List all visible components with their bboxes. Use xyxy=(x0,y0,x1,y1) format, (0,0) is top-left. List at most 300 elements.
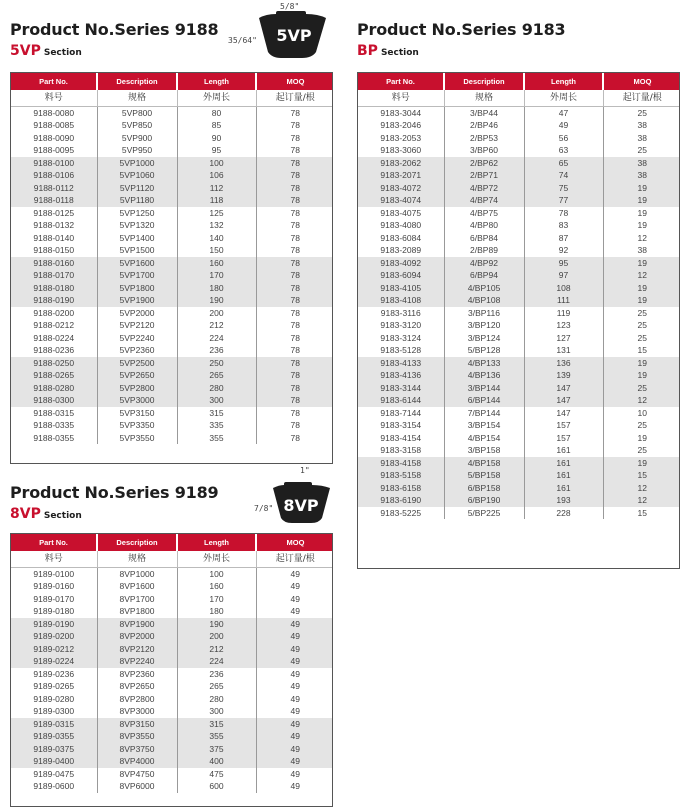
description-cell: 8VP4750 xyxy=(97,768,177,781)
length-cell: 600 xyxy=(177,780,256,793)
part-no-cell: 9188-0095 xyxy=(11,144,97,157)
moq-cell: 25 xyxy=(603,382,680,395)
moq-cell: 12 xyxy=(603,394,680,407)
part-no-cell: 9188-0315 xyxy=(11,407,97,420)
part-no-cell: 9183-3120 xyxy=(358,319,444,332)
moq-cell: 49 xyxy=(290,568,300,579)
description-cell: 8VP3750 xyxy=(97,743,177,756)
length-cell: 160 xyxy=(177,580,256,593)
description-cell: 5VP1000 xyxy=(97,157,177,170)
table-row xyxy=(358,344,680,357)
table-row xyxy=(358,432,680,445)
part-no-cell: 9188-0200 xyxy=(11,307,97,320)
table-row xyxy=(11,394,333,407)
part-no-cell: 9183-7144 xyxy=(358,407,444,420)
description-cell: 3/BP116 xyxy=(444,307,524,320)
description-cell: 5/BP158 xyxy=(444,469,524,482)
description-cell: 8VP2800 xyxy=(97,693,177,706)
description-cell: 5/BP225 xyxy=(444,507,524,520)
length-cell: 95 xyxy=(177,144,256,157)
description-cell: 5VP3000 xyxy=(97,394,177,407)
part-no-cell: 9188-0150 xyxy=(11,244,97,257)
series-9189-title: Product No.Series 9189 xyxy=(10,483,219,502)
part-no-cell: 9188-0190 xyxy=(11,294,97,307)
length-cell: 170 xyxy=(177,593,256,606)
table-row xyxy=(11,119,333,132)
series-9183-title: Product No.Series 9183 xyxy=(357,20,566,39)
description-cell: 5VP1400 xyxy=(97,232,177,245)
moq-cell: 78 xyxy=(256,369,333,382)
part-no-cell: 9188-0160 xyxy=(11,257,97,270)
part-no-cell: 9189-0300 xyxy=(11,705,97,718)
part-no-cell: 9183-4074 xyxy=(358,194,444,207)
moq-cell: 49 xyxy=(290,781,300,791)
table-row xyxy=(358,282,680,295)
part-no-cell: 9188-0080 xyxy=(11,106,97,119)
moq-cell: 25 xyxy=(637,107,647,118)
description-cell: 5VP2500 xyxy=(97,357,177,370)
part-no-cell: 9183-2071 xyxy=(358,169,444,182)
table-row xyxy=(358,244,680,257)
col-description-cn: 规格 xyxy=(97,551,177,567)
description-cell: 5VP850 xyxy=(97,119,177,132)
col-part-no: Part No. xyxy=(11,534,97,551)
length-cell: 228 xyxy=(524,507,603,520)
table-row xyxy=(11,680,333,693)
part-no-cell: 9183-4105 xyxy=(358,282,444,295)
moq-cell: 78 xyxy=(256,182,333,195)
col-part-no: Part No. xyxy=(358,73,444,90)
part-no-cell: 9188-0132 xyxy=(11,219,97,232)
table-row xyxy=(358,269,680,282)
moq-cell: 49 xyxy=(290,768,300,779)
table-row xyxy=(358,232,680,245)
moq-cell: 12 xyxy=(603,269,680,282)
length-cell: 77 xyxy=(524,194,603,207)
description-cell: 8VP1900 xyxy=(97,618,177,631)
length-cell: 139 xyxy=(524,369,603,382)
length-cell: 95 xyxy=(524,257,603,270)
length-cell: 224 xyxy=(177,655,256,668)
description-cell: 5VP800 xyxy=(97,106,177,119)
col-part-no-cn: 料号 xyxy=(11,551,97,567)
moq-cell: 78 xyxy=(290,245,300,255)
part-no-cell: 9183-3124 xyxy=(358,332,444,345)
description-cell: 8VP3550 xyxy=(97,730,177,743)
length-cell: 49 xyxy=(524,119,603,132)
series-9188-body xyxy=(11,106,333,444)
description-cell: 8VP2360 xyxy=(97,668,177,681)
col-length-cn: 外周长 xyxy=(524,90,603,106)
series-9189-header xyxy=(10,483,218,523)
part-no-cell: 9183-4080 xyxy=(358,219,444,232)
table-row xyxy=(358,394,680,407)
length-cell: 85 xyxy=(177,119,256,132)
moq-cell: 19 xyxy=(603,182,680,195)
table-row xyxy=(358,319,680,332)
table-row xyxy=(11,332,333,345)
col-description: Description xyxy=(444,73,524,90)
moq-cell: 49 xyxy=(290,706,300,716)
length-cell: 212 xyxy=(177,643,256,656)
length-cell: 118 xyxy=(177,194,256,207)
length-cell: 190 xyxy=(177,294,256,307)
table-row xyxy=(11,567,333,580)
table-row xyxy=(11,618,333,631)
col-length-cn: 外周长 xyxy=(177,551,256,567)
moq-cell: 49 xyxy=(256,643,333,656)
description-cell: 5VP2800 xyxy=(97,382,177,395)
table-row xyxy=(358,382,680,395)
table-row xyxy=(11,593,333,606)
moq-cell: 49 xyxy=(256,655,333,668)
part-no-cell: 9188-0125 xyxy=(11,207,97,220)
length-cell: 97 xyxy=(524,269,603,282)
part-no-cell: 9183-3158 xyxy=(358,444,444,457)
table-row xyxy=(358,357,680,370)
part-no-cell: 9189-0100 xyxy=(11,567,97,580)
description-cell: 5VP1250 xyxy=(97,207,177,220)
moq-cell: 78 xyxy=(290,332,300,343)
table-row xyxy=(11,718,333,731)
description-cell: 8VP2240 xyxy=(97,655,177,668)
length-cell: 131 xyxy=(524,344,603,357)
description-cell: 5VP950 xyxy=(97,144,177,157)
description-cell: 2/BP89 xyxy=(444,244,524,257)
col-part-no-cn: 料号 xyxy=(11,90,97,106)
description-cell: 6/BP158 xyxy=(444,482,524,495)
series-9188-table xyxy=(10,72,333,464)
table-row xyxy=(358,207,680,220)
length-cell: 224 xyxy=(177,332,256,345)
description-cell: 5VP2650 xyxy=(97,369,177,382)
part-no-cell: 9183-5158 xyxy=(358,469,444,482)
moq-cell: 38 xyxy=(603,157,680,170)
length-cell: 147 xyxy=(524,382,603,395)
belt-label: 5VP xyxy=(276,26,312,45)
description-cell: 4/BP92 xyxy=(444,257,524,270)
col-part-no-cn: 料号 xyxy=(358,90,444,106)
description-cell: 2/BP53 xyxy=(444,132,524,145)
table-row xyxy=(11,257,333,270)
table-row xyxy=(358,106,680,119)
table-row xyxy=(358,257,680,270)
moq-cell: 78 xyxy=(290,120,300,130)
description-cell: 5VP2360 xyxy=(97,344,177,357)
length-cell: 157 xyxy=(524,432,603,445)
table-row xyxy=(11,780,333,793)
table-row xyxy=(11,705,333,718)
belt-height: 35/64" xyxy=(228,36,257,45)
description-cell: 7/BP144 xyxy=(444,407,524,420)
description-cell: 2/BP46 xyxy=(444,119,524,132)
series-9183-body xyxy=(358,106,680,519)
table-row xyxy=(11,132,333,145)
part-no-cell: 9188-0236 xyxy=(11,344,97,357)
table-row xyxy=(358,332,680,345)
length-cell: 78 xyxy=(524,207,603,220)
length-cell: 300 xyxy=(177,394,256,407)
moq-cell: 49 xyxy=(256,618,333,631)
description-cell: 5VP2000 xyxy=(97,307,177,320)
part-no-cell: 9189-0315 xyxy=(11,718,97,731)
part-no-cell: 9183-6144 xyxy=(358,394,444,407)
table-row xyxy=(358,469,680,482)
part-no-cell: 9188-0212 xyxy=(11,319,97,332)
moq-cell: 78 xyxy=(290,420,300,430)
section-word: Section xyxy=(43,511,82,521)
moq-cell: 49 xyxy=(290,581,300,591)
description-cell: 4/BP72 xyxy=(444,182,524,195)
moq-cell: 10 xyxy=(637,407,647,418)
description-cell: 3/BP60 xyxy=(444,144,524,157)
length-cell: 106 xyxy=(177,169,256,182)
col-description: Description xyxy=(97,534,177,551)
table-row xyxy=(358,369,680,382)
length-cell: 280 xyxy=(177,693,256,706)
length-cell: 75 xyxy=(524,182,603,195)
moq-cell: 38 xyxy=(637,120,647,130)
part-no-cell: 9188-0335 xyxy=(11,419,97,432)
length-cell: 74 xyxy=(524,169,603,182)
table-row xyxy=(11,144,333,157)
table-row xyxy=(358,219,680,232)
part-no-cell: 9189-0355 xyxy=(11,730,97,743)
table-row xyxy=(11,269,333,282)
header-row xyxy=(11,73,333,90)
table-row xyxy=(11,630,333,643)
moq-cell: 78 xyxy=(290,407,300,418)
length-cell: 315 xyxy=(177,407,256,420)
part-no-cell: 9183-5128 xyxy=(358,344,444,357)
description-cell: 8VP1000 xyxy=(97,567,177,580)
moq-cell: 78 xyxy=(290,132,300,143)
description-cell: 4/BP108 xyxy=(444,294,524,307)
length-cell: 265 xyxy=(177,369,256,382)
moq-cell: 19 xyxy=(637,432,647,443)
col-description-cn: 规格 xyxy=(97,90,177,106)
description-cell: 3/BP124 xyxy=(444,332,524,345)
length-cell: 100 xyxy=(177,567,256,580)
description-cell: 8VP1800 xyxy=(97,605,177,618)
part-no-cell: 9188-0355 xyxy=(11,432,97,445)
description-cell: 8VP2000 xyxy=(97,630,177,643)
part-no-cell: 9183-4075 xyxy=(358,207,444,220)
description-cell: 5VP3550 xyxy=(97,432,177,445)
header-row-cn xyxy=(11,90,333,106)
table-row xyxy=(358,307,680,320)
moq-cell: 78 xyxy=(256,257,333,270)
description-cell: 5VP1900 xyxy=(97,294,177,307)
length-cell: 87 xyxy=(524,232,603,245)
table-row xyxy=(11,369,333,382)
length-cell: 200 xyxy=(177,630,256,643)
table-row xyxy=(11,244,333,257)
moq-cell: 49 xyxy=(290,693,300,704)
length-cell: 280 xyxy=(177,382,256,395)
series-9188-header xyxy=(10,20,218,60)
series-9188-title: Product No.Series 9188 xyxy=(10,20,219,39)
table-row xyxy=(11,307,333,320)
description-cell: 2/BP71 xyxy=(444,169,524,182)
part-no-cell: 9183-2089 xyxy=(358,244,444,257)
moq-cell: 78 xyxy=(256,294,333,307)
description-cell: 3/BP144 xyxy=(444,382,524,395)
belt-height: 7/8" xyxy=(254,504,274,513)
moq-cell: 19 xyxy=(603,194,680,207)
part-no-cell: 9189-0600 xyxy=(11,780,97,793)
moq-cell: 25 xyxy=(637,445,647,455)
part-no-cell: 9188-0250 xyxy=(11,357,97,370)
description-cell: 5VP2120 xyxy=(97,319,177,332)
table-row xyxy=(11,157,333,170)
table-row xyxy=(11,730,333,743)
length-cell: 83 xyxy=(524,219,603,232)
table-row xyxy=(11,219,333,232)
moq-cell: 19 xyxy=(603,357,680,370)
series-9189-section xyxy=(10,505,218,523)
table-row xyxy=(11,432,333,445)
table-row xyxy=(358,457,680,470)
moq-cell: 25 xyxy=(637,332,647,343)
length-cell: 136 xyxy=(524,357,603,370)
col-moq: MOQ xyxy=(256,534,333,551)
part-no-cell: 9189-0475 xyxy=(11,768,97,781)
length-cell: 161 xyxy=(524,469,603,482)
section-code: BP xyxy=(357,43,378,59)
part-no-cell: 9188-0100 xyxy=(11,157,97,170)
series-9183-section xyxy=(357,42,565,60)
moq-cell: 19 xyxy=(637,207,647,218)
table-row xyxy=(11,419,333,432)
section-code: 8VP xyxy=(10,506,41,522)
part-no-cell: 9183-3154 xyxy=(358,419,444,432)
part-no-cell: 9183-6190 xyxy=(358,494,444,507)
description-cell: 4/BP75 xyxy=(444,207,524,220)
table-row xyxy=(358,144,680,157)
table-row xyxy=(358,169,680,182)
moq-cell: 49 xyxy=(256,755,333,768)
description-cell: 6/BP190 xyxy=(444,494,524,507)
description-cell: 5VP900 xyxy=(97,132,177,145)
moq-cell: 78 xyxy=(256,169,333,182)
col-part-no: Part No. xyxy=(11,73,97,90)
part-no-cell: 9183-4136 xyxy=(358,369,444,382)
part-no-cell: 9183-2053 xyxy=(358,132,444,145)
description-cell: 2/BP62 xyxy=(444,157,524,170)
part-no-cell: 9188-0300 xyxy=(11,394,97,407)
moq-cell: 78 xyxy=(290,220,300,230)
moq-cell: 15 xyxy=(637,345,647,355)
part-no-cell: 9188-0085 xyxy=(11,119,97,132)
moq-cell: 25 xyxy=(637,320,647,330)
length-cell: 200 xyxy=(177,307,256,320)
description-cell: 5VP1500 xyxy=(97,244,177,257)
description-cell: 4/BP105 xyxy=(444,282,524,295)
belt-top-width: 5/8" xyxy=(280,2,300,11)
moq-cell: 78 xyxy=(290,107,300,118)
description-cell: 6/BP144 xyxy=(444,394,524,407)
part-no-cell: 9183-3144 xyxy=(358,382,444,395)
part-no-cell: 9183-4108 xyxy=(358,294,444,307)
table-row xyxy=(358,132,680,145)
moq-cell: 38 xyxy=(637,132,647,143)
table-row xyxy=(11,319,333,332)
moq-cell: 49 xyxy=(256,630,333,643)
length-cell: 63 xyxy=(524,144,603,157)
description-cell: 5VP1700 xyxy=(97,269,177,282)
moq-cell: 78 xyxy=(290,232,300,243)
length-cell: 157 xyxy=(524,419,603,432)
table-row xyxy=(11,768,333,781)
moq-cell: 12 xyxy=(603,494,680,507)
moq-cell: 38 xyxy=(637,245,647,255)
moq-cell: 38 xyxy=(603,169,680,182)
part-no-cell: 9188-0106 xyxy=(11,169,97,182)
moq-cell: 12 xyxy=(637,232,647,243)
length-cell: 140 xyxy=(177,232,256,245)
length-cell: 132 xyxy=(177,219,256,232)
length-cell: 123 xyxy=(524,319,603,332)
part-no-cell: 9183-6094 xyxy=(358,269,444,282)
table-row xyxy=(11,693,333,706)
part-no-cell: 9189-0180 xyxy=(11,605,97,618)
moq-cell: 12 xyxy=(603,482,680,495)
series-9188-section xyxy=(10,42,218,60)
moq-cell: 78 xyxy=(256,357,333,370)
part-no-cell: 9183-2046 xyxy=(358,119,444,132)
moq-cell: 78 xyxy=(290,207,300,218)
moq-cell: 49 xyxy=(290,681,300,691)
table-row xyxy=(11,580,333,593)
moq-cell: 78 xyxy=(256,269,333,282)
table-row xyxy=(11,357,333,370)
description-cell: 4/BP80 xyxy=(444,219,524,232)
part-no-cell: 9183-5225 xyxy=(358,507,444,520)
description-cell: 6/BP84 xyxy=(444,232,524,245)
table-row xyxy=(11,605,333,618)
length-cell: 125 xyxy=(177,207,256,220)
moq-cell: 19 xyxy=(603,282,680,295)
table-row xyxy=(11,344,333,357)
part-no-cell: 9183-4092 xyxy=(358,257,444,270)
length-cell: 180 xyxy=(177,605,256,618)
section-word: Section xyxy=(43,48,82,58)
description-cell: 8VP6000 xyxy=(97,780,177,793)
length-cell: 170 xyxy=(177,269,256,282)
table-row xyxy=(11,382,333,395)
table-row xyxy=(358,482,680,495)
part-no-cell: 9183-4072 xyxy=(358,182,444,195)
moq-cell: 78 xyxy=(290,145,300,155)
part-no-cell: 9189-0375 xyxy=(11,743,97,756)
moq-cell: 78 xyxy=(256,157,333,170)
length-cell: 127 xyxy=(524,332,603,345)
moq-cell: 78 xyxy=(256,282,333,295)
col-moq: MOQ xyxy=(603,73,680,90)
col-length-cn: 外周长 xyxy=(177,90,256,106)
description-cell: 5/BP128 xyxy=(444,344,524,357)
part-no-cell: 9183-6158 xyxy=(358,482,444,495)
table-row xyxy=(358,157,680,170)
header-row-cn xyxy=(11,551,333,567)
moq-cell: 19 xyxy=(603,457,680,470)
part-no-cell: 9189-0236 xyxy=(11,668,97,681)
table-row xyxy=(11,182,333,195)
table-row xyxy=(11,655,333,668)
description-cell: 5VP2240 xyxy=(97,332,177,345)
part-no-cell: 9188-0265 xyxy=(11,369,97,382)
